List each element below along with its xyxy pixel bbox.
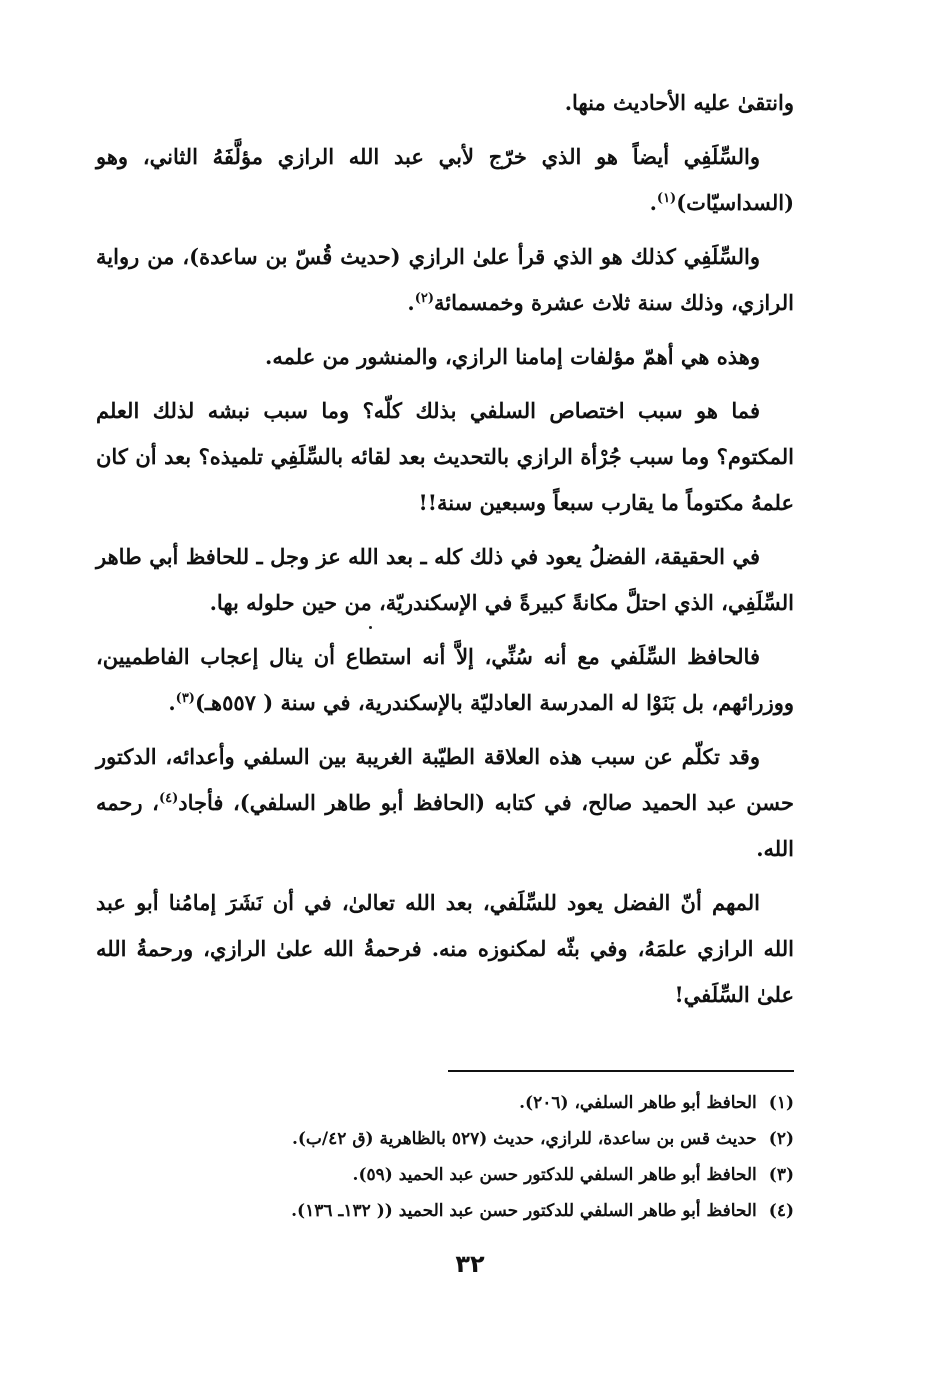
footnote-1: (١)الحافظ أبو طاهر السلفي، (٢٠٦).	[519, 1093, 794, 1113]
footnote-separator	[448, 1070, 794, 1072]
footnote-3: (٣)الحافظ أبو طاهر السلفي للدكتور حسن عبد الحميد (٥٩).	[352, 1165, 794, 1185]
paragraph-7: فالحافظ السِّلَفي مع أنه سُنِّي، إلاَّ أنه استطاع أن ينال إعجاب الفاطميين، ووزرائهم، بل بَنَوْا له المدرسة العادليّة بالإسكندرية، في سنة ( ٥٥٧هـ)$^{(٣)}$.	[96, 644, 794, 715]
paragraph-1: وانتقىٰ عليه الأحاديث منها.	[564, 90, 794, 115]
paragraph-5: فما هو سبب اختصاص السلفي بذلك كلّه؟ وما سبب نبشه لذلك العلم المكتوم؟ وما سبب جُرْأة الرازي بالتحديث بعد لقائه بالسِّلَفِي تلميذه؟ بعد أن كان علمهُ مكتوماً ما يقارب سبعاً وسبعين سنة!!	[96, 398, 794, 515]
paragraph-9: المهم أنّ الفضل يعود للسِّلَفي، بعد الله تعالىٰ، في أن نَشَرَ إمامُنا أبو عبد الله الرازي علمَهُ، وفي بثّه لمكنوزه منه. فرحمةُ الله علىٰ الرازي، ورحمةُ الله علىٰ السِّلَفي!	[96, 890, 794, 1007]
page-number: ٣٢	[455, 1250, 485, 1278]
footnote-ref-4: (٤)	[158, 791, 179, 806]
footnote-2: (٢)حديث قس بن ساعدة، للرازي، حديث (٥٢٧ بالظاهرية (ق ٤٢/ب).	[291, 1129, 794, 1149]
paragraph-2: والسِّلَفِي أيضاً هو الذي خرّج لأبي عبد الله الرازي مؤلَّفَهُ الثاني، وهو (السداسيّات)$^{(١)}$.	[96, 144, 794, 215]
footnote-4: (٤)الحافظ أبو طاهر السلفي للدكتور حسن عبد الحميد (( ١٣٢ـ ١٣٦).	[291, 1201, 794, 1221]
paragraph-8: وقد تكلّم عن سبب هذه العلاقة الطيّبة الغريبة بين السلفي وأعدائه، الدكتور حسن عبد الحميد صالح، في كتابه (الحافظ أبو طاهر السلفي)، فأجاد$^{(٤)}$، رحمه الله.	[96, 744, 795, 861]
scan-speck	[369, 626, 372, 629]
paragraph-6: في الحقيقة، الفضلُ يعود في ذلك كله ـ بعد الله عز وجل ـ للحافظ أبي طاهر السِّلَفِي، الذي احتلَّ مكانةً كبيرةً في الإسكندريّة، من حين حلوله بها.	[96, 544, 794, 615]
main-text	[96, 80, 794, 1026]
footnotes	[134, 1085, 794, 1229]
footnote-ref-2: (٢)	[414, 291, 435, 306]
paragraph-3: والسِّلَفِي كذلك هو الذي قرأ علىٰ الرازي (حديث قُسّ بن ساعدة)، من رواية الرازي، وذلك سنة ثلاث عشرة وخمسمائة$^{(٢)}$.	[96, 244, 794, 315]
paragraph-4: وهذه هي أهمّ مؤلفات إمامنا الرازي، والمنشور من علمه.	[265, 344, 760, 369]
footnote-ref-3: (٣)	[175, 691, 195, 706]
footnote-ref-1: (١)	[656, 191, 677, 206]
